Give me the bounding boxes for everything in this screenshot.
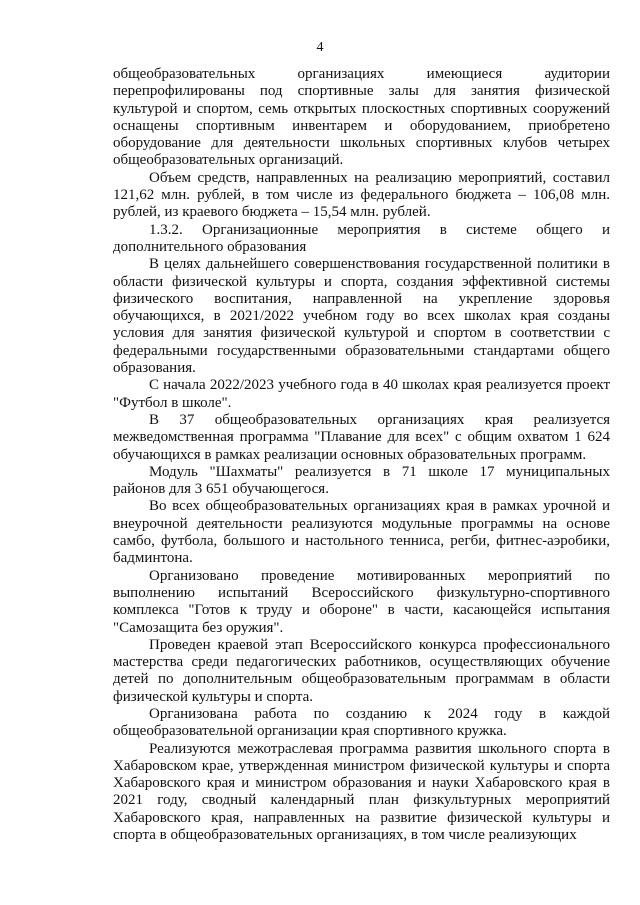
- section-heading-1-3-2: 1.3.2. Организационные мероприятия в системе общего и дополнительного образования: [113, 221, 610, 255]
- paragraph-6: В 37 общеобразовательных организациях края реализуется межведомственная программа "Плавание для всех" с общим охватом 1 624 обучающихся в рамках реализации основных образовательных программ.: [113, 411, 610, 463]
- paragraph-8: Во всех общеобразовательных организациях края в рамках урочной и внеурочной деятельности реализуются модульные программы на основе самбо, футбола, большого и настольного тенниса, регби, фитнес-аэробики, бадминтона.: [113, 498, 610, 567]
- paragraph-9: Организовано проведение мотивированных мероприятий по выполнению испытаний Всероссийского физкультурно-спортивного комплекса "Готов к труду и обороне" в части, касающейся испытания "Самозащита без оружия".: [113, 567, 610, 636]
- paragraph-5: С начала 2022/2023 учебного года в 40 школах края реализуется проект "Футбол в школе".: [113, 377, 610, 411]
- body-text: [113, 66, 610, 844]
- paragraph-2: Объем средств, направленных на реализацию мероприятий, составил 121,62 млн. рублей, в том числе из федерального бюджета – 106,08 млн. рублей, из краевого бюджета – 15,54 млн. рублей.: [113, 169, 610, 221]
- paragraph-1: общеобразовательных организациях имеющиеся аудитории перепрофилированы под спортивные залы для занятия физической культурой и спортом, семь открытых плоскостных спортивных сооружений оснащены спортивным инвентарем и оборудованием, приобретено оборудование для деятельности школьных спортивных клубов четырех общеобразовательных организаций.: [113, 66, 610, 169]
- paragraph-4: В целях дальнейшего совершенствования государственной политики в области физической культуры и спорта, создания эффективной системы физического воспитания, направленной на укрепление здоровья обучающихся, в 2021/2022 учебном году во всех школах края созданы условия для занятия физической культурой и спортом в соответствии с федеральными государственными образовательными стандартами общего образования.: [113, 256, 610, 377]
- paragraph-7: Модуль "Шахматы" реализуется в 71 школе 17 муниципальных районов для 3 651 обучающегося.: [113, 463, 610, 498]
- page-number: 4: [316, 40, 324, 55]
- paragraph-11: Организована работа по созданию к 2024 году в каждой общеобразовательной организации края спортивного кружка.: [113, 705, 610, 740]
- paragraph-12: Реализуются межотраслевая программа развития школьного спорта в Хабаровском крае, утвержденная министром физической культуры и спорта Хабаровского края и министром образования и науки Хабаровского края в 2021 году, сводный календарный план физкультурных мероприятий Хабаровского края, направленных на развитие физической культуры и спорта в общеобразовательных организациях, в том числе реализующих: [113, 740, 610, 844]
- paragraph-10: Проведен краевой этап Всероссийского конкурса профессионального мастерства среди педагогических работников, осуществляющих обучение детей по дополнительным общеобразовательным программам в области физической культуры и спорта.: [113, 636, 610, 705]
